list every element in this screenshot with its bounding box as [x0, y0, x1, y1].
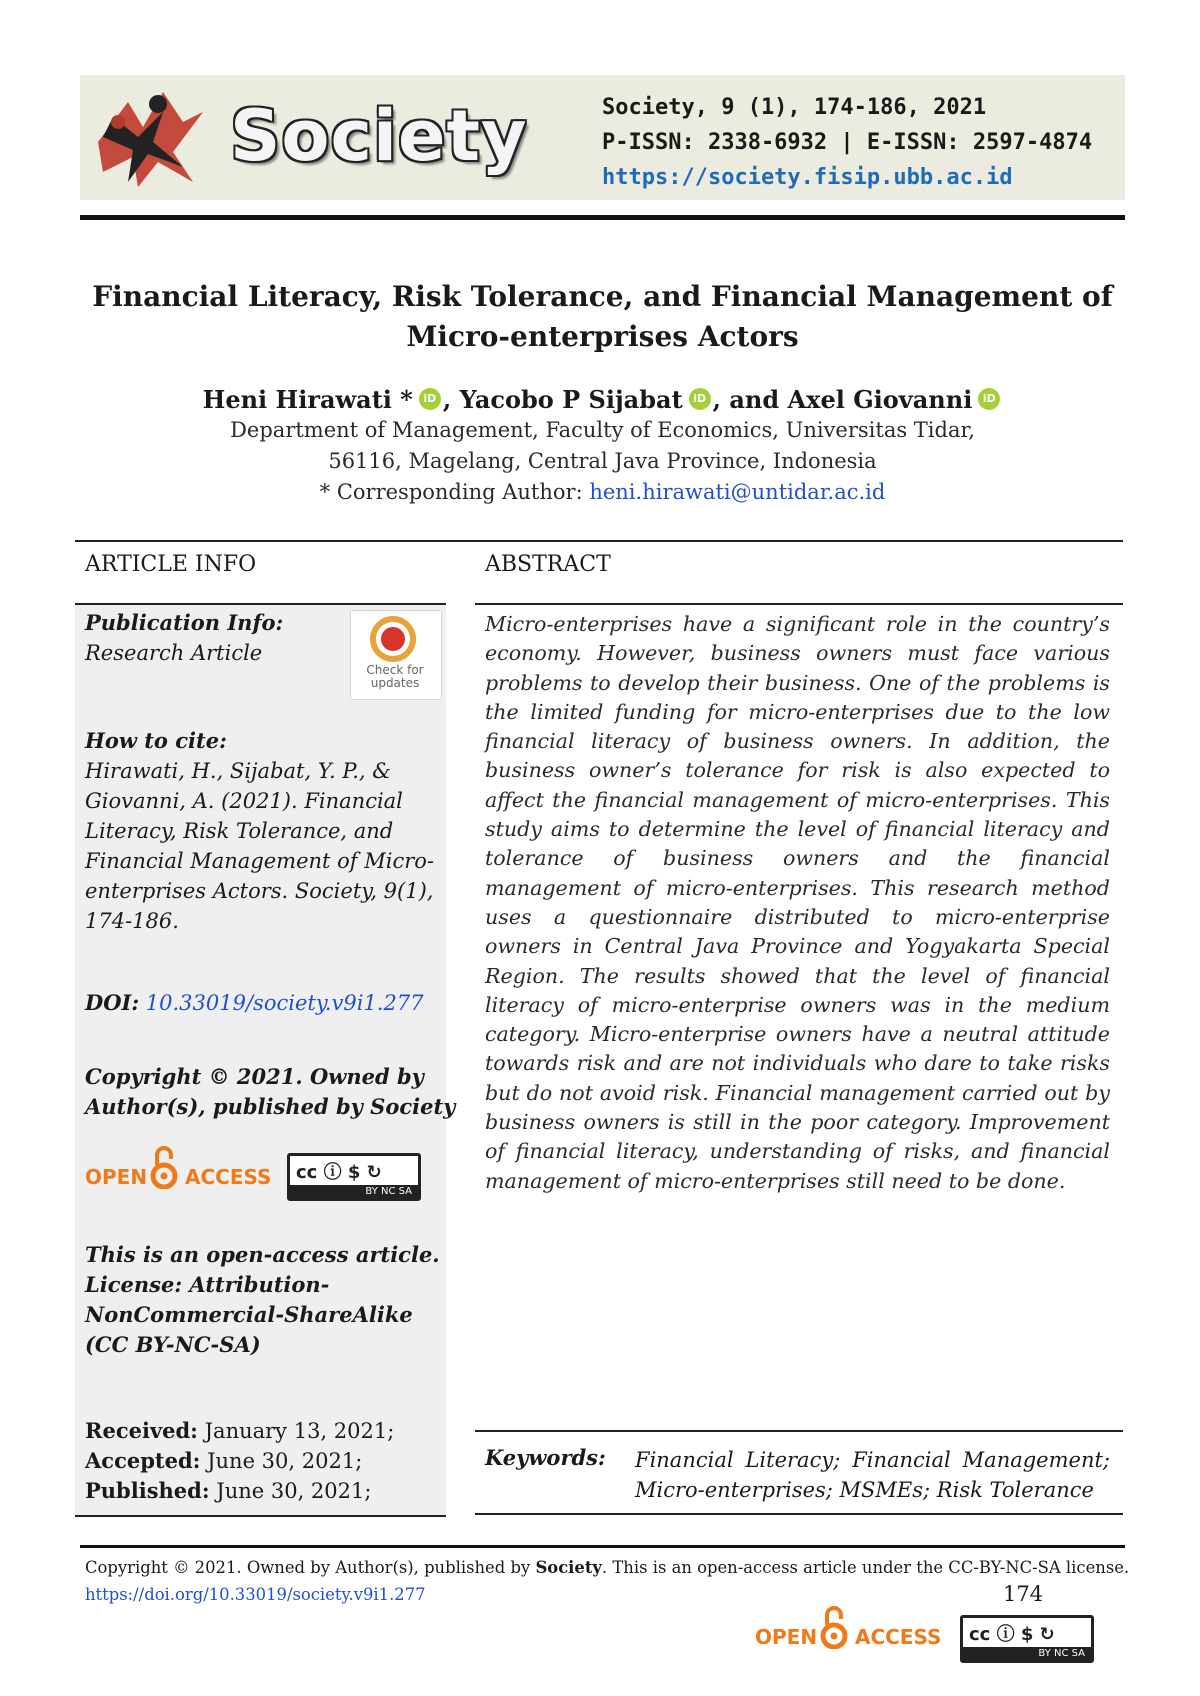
- title-line-1: Financial Literacy, Risk Tolerance, and Financial Management of: [92, 280, 1113, 313]
- section-rule: [75, 540, 1123, 542]
- orcid-icon[interactable]: iD: [419, 388, 441, 410]
- citation-text: [85, 756, 435, 936]
- license-text: [85, 1240, 440, 1360]
- page-number: 174: [1003, 1582, 1044, 1606]
- open-access-lock-icon: [150, 1145, 178, 1189]
- title-line-2: Micro-enterprises Actors: [406, 320, 799, 353]
- author-separator: ,: [442, 385, 460, 414]
- open-access-open-text: OPEN: [85, 1165, 148, 1189]
- journal-url-link[interactable]: https://society.fisip.ubb.ac.id: [602, 165, 1013, 190]
- footer-access-text: ACCESS: [855, 1625, 942, 1649]
- orcid-icon[interactable]: iD: [978, 388, 1000, 410]
- footer-cc-terms: BY NC SA: [963, 1647, 1091, 1660]
- cc-icon: cc ⓘ $ ↻: [296, 1162, 382, 1183]
- journal-issn: P-ISSN: 2338-6932 | E-ISSN: 2597-4874: [602, 130, 1093, 155]
- citation-line: Literacy, Risk Tolerance, and: [85, 819, 394, 843]
- citation-line: Hirawati, H., Sijabat, Y. P., &: [85, 759, 391, 783]
- received-date: January 13, 2021;: [204, 1419, 395, 1443]
- received-label: Received:: [85, 1418, 198, 1443]
- footer-open-access-lock-icon: [820, 1605, 848, 1649]
- orcid-icon[interactable]: iD: [689, 388, 711, 410]
- footer-cc-icon: cc ⓘ $ ↻: [969, 1624, 1055, 1645]
- footer-rule: [80, 1545, 1125, 1548]
- doi-label: DOI:: [85, 990, 140, 1015]
- author-name: Heni Hirawati *: [202, 385, 413, 414]
- published-date: June 30, 2021;: [216, 1479, 372, 1503]
- article-info-heading: ARTICLE INFO: [85, 552, 257, 577]
- citation-line: Giovanni, A. (2021). Financial: [85, 789, 403, 813]
- footer-copyright-post: . This is an open-access article under the CC-BY-NC-SA license.: [601, 1558, 1130, 1577]
- copyright-line-2: Author(s), published by Society: [85, 1094, 456, 1119]
- article-title: [80, 277, 1125, 357]
- check-updates-label: Check for updates: [366, 663, 424, 690]
- author-separator: , and: [712, 385, 788, 414]
- corresponding-label: * Corresponding Author:: [319, 480, 590, 504]
- keywords-rule-bottom: [475, 1513, 1123, 1515]
- header-rule: [80, 215, 1125, 220]
- footer-open-text: OPEN: [755, 1625, 818, 1649]
- corresponding-author: [80, 480, 1125, 504]
- license-line: NonCommercial-ShareAlike: [85, 1302, 413, 1327]
- footer-journal-name: Society: [535, 1558, 602, 1577]
- accepted-label: Accepted:: [85, 1448, 201, 1473]
- footer-copyright: [85, 1558, 1129, 1577]
- accepted-date: June 30, 2021;: [207, 1449, 363, 1473]
- affiliation-line-2: 56116, Magelang, Central Java Province, Indonesia: [328, 449, 877, 473]
- footer-copyright-pre: Copyright © 2021. Owned by Author(s), published by: [85, 1558, 536, 1577]
- journal-citation: Society, 9 (1), 174-186, 2021: [602, 95, 987, 120]
- license-line: License: Attribution-: [85, 1272, 330, 1297]
- cc-by-nc-sa-badge[interactable]: [287, 1153, 421, 1201]
- received-row: [85, 1416, 394, 1446]
- affiliation-line-1: Department of Management, Faculty of Economics, Universitas Tidar,: [230, 418, 975, 442]
- how-to-cite-label: How to cite:: [85, 728, 227, 753]
- citation-line: 174-186.: [85, 909, 179, 933]
- doi-row: [85, 988, 424, 1018]
- author-list: [80, 385, 1125, 414]
- accepted-row: [85, 1446, 362, 1476]
- publication-info-label: Publication Info:: [85, 610, 284, 635]
- open-access-access-text: ACCESS: [185, 1165, 272, 1189]
- doi-link[interactable]: 10.33019/society.v9i1.277: [145, 991, 424, 1015]
- journal-logo-text: Society: [230, 95, 528, 177]
- published-row: [85, 1476, 371, 1506]
- author-name: Axel Giovanni: [787, 385, 973, 414]
- cc-terms: BY NC SA: [290, 1185, 418, 1198]
- keywords-label: Keywords:: [485, 1445, 606, 1470]
- publication-type: Research Article: [85, 641, 263, 665]
- citation-line: Financial Management of Micro-: [85, 849, 435, 873]
- footer-cc-badge[interactable]: [960, 1615, 1094, 1663]
- keywords-value: Financial Literacy; Financial Management; Micro-enterprises; MSMEs; Risk Tolerance: [635, 1448, 1110, 1502]
- author-name: Yacobo P Sijabat: [459, 385, 683, 414]
- published-label: Published:: [85, 1478, 210, 1503]
- license-line: This is an open-access article.: [85, 1242, 440, 1267]
- corresponding-email-link[interactable]: heni.hirawati@untidar.ac.id: [589, 480, 886, 504]
- society-logo-icon: [88, 82, 208, 194]
- abstract-heading: ABSTRACT: [485, 552, 611, 577]
- citation-line: enterprises Actors. Society, 9(1),: [85, 879, 434, 903]
- license-line: (CC BY-NC-SA): [85, 1332, 261, 1357]
- copyright-line-1: Copyright © 2021. Owned by: [85, 1064, 424, 1089]
- check-updates-bookmark-icon: [381, 627, 405, 651]
- footer-doi-link[interactable]: https://doi.org/10.33019/society.v9i1.277: [85, 1585, 426, 1604]
- journal-meta: [602, 90, 1092, 195]
- abstract-text: Micro-enterprises have a significant role in the country’s economy. However, business owners must face various problems to develop their business. One of the problems is the limited funding for micro-enterprises due to the low financial literacy of business owners. In addition, the business owner’s tolerance for risk is also expected to affect the financial management of micro-enterprises. This study aims to determine the level of financial literacy and tolerance of business owners and the financial management of micro-enterprises. This research method uses a questionnaire distributed to micro-enterprise owners in Central Java Province and Yogyakarta Special Region. The results showed that the level of financial literacy of micro-enterprise owners was in the medium category. Micro-enterprise owners have a neutral attitude towards risk and are not individuals who dare to take risks but do not avoid risk. Financial management carried out by business owners is still in the poor category. Improvement of financial literacy, understanding of risks, and financial management of micro-enterprises still need to be done.: [485, 612, 1110, 1193]
- abstract-rule: [475, 603, 1123, 605]
- keywords-rule-top: [475, 1430, 1123, 1432]
